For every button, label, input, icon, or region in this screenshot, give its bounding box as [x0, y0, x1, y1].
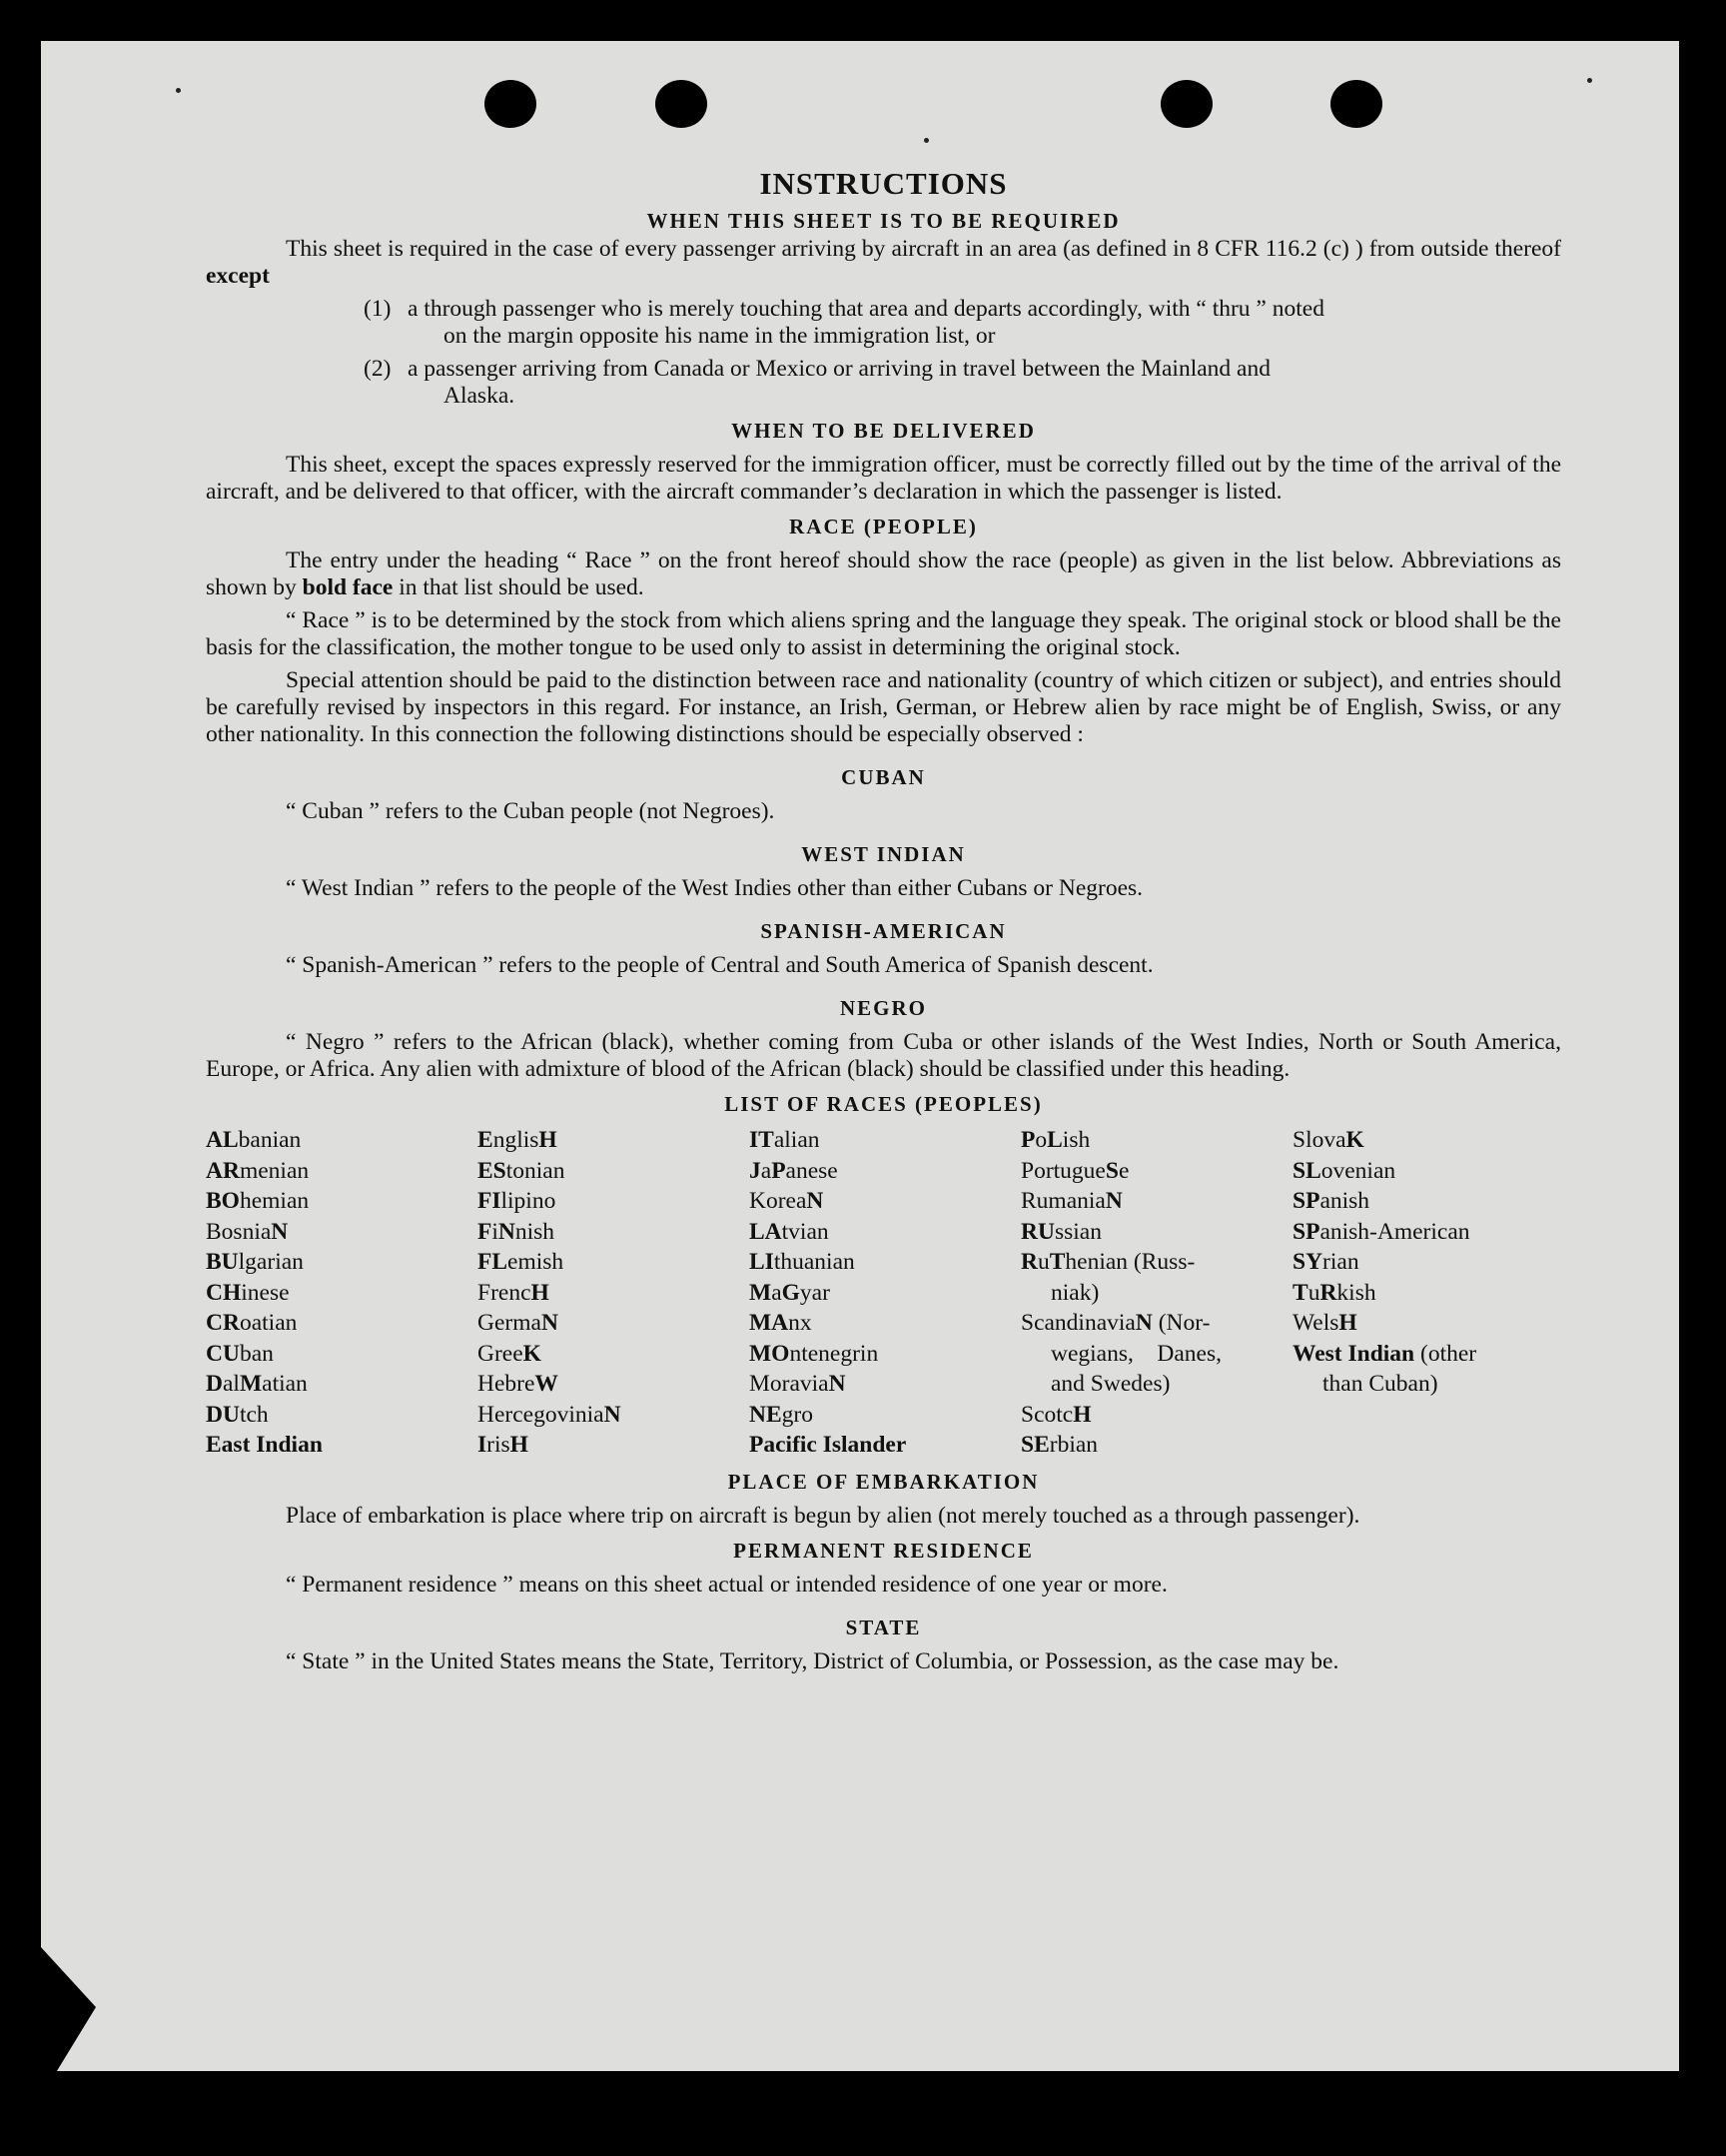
- race-column: [749, 1125, 1021, 1461]
- race-entry: LAtvian: [749, 1218, 829, 1245]
- punch-hole: [1330, 80, 1382, 128]
- race-entry: EStonian: [477, 1157, 565, 1184]
- race-entry: EnglisH: [477, 1127, 557, 1153]
- race-entry: ARmenian: [206, 1157, 310, 1184]
- race-paragraph: “ Race ” is to be determined by the stock from which aliens spring and the language they speak. The original stock or blood shall be the basis for the classification, the mother tongue to be used only to assist in determining the original stock.: [206, 607, 1561, 660]
- exception-item: (1) a through passenger who is merely touching that area and departs accordingly, with “ thru ” noted on the margin opposite his name in the immigration list, or: [364, 296, 1324, 349]
- race-entry: GreeK: [477, 1340, 541, 1367]
- race-entry-continuation: than Cuban): [1322, 1371, 1438, 1397]
- race-entry: BOhemian: [206, 1188, 310, 1214]
- document-page: [41, 41, 1679, 2071]
- race-entry: TuRkish: [1293, 1279, 1376, 1306]
- race-entry: IrisH: [477, 1432, 528, 1458]
- race-entry: MaGyar: [749, 1279, 830, 1306]
- race-entry: CHinese: [206, 1279, 290, 1306]
- race-entry: RuThenian (Russ-: [1021, 1249, 1196, 1275]
- speck: [1587, 78, 1592, 83]
- cuban-text: “ Cuban ” refers to the Cuban people (not Negroes).: [286, 798, 775, 824]
- punch-hole: [484, 80, 536, 128]
- punch-hole: [655, 80, 707, 128]
- race-entry: DalMatian: [206, 1371, 308, 1397]
- race-entry: MoraviaN: [749, 1371, 846, 1397]
- instructions-content: [206, 166, 1561, 1675]
- race-list: [206, 1125, 1561, 1461]
- heading-spanish-american: SPANISH-AMERICAN: [760, 919, 1007, 943]
- race-entry: GermaN: [477, 1310, 558, 1336]
- race-entry: JaPanese: [749, 1157, 838, 1184]
- race-entry: HebreW: [477, 1371, 558, 1397]
- race-entry-continuation: and Swedes): [1051, 1371, 1171, 1397]
- delivered-text: This sheet, except the spaces expressly reserved for the immigration officer, must be correctly filled out by the time of the arrival of the aircraft, and be delivered to that officer, with the aircraft commander’s declaration in which the passenger is listed.: [206, 452, 1561, 505]
- residence-text: “ Permanent residence ” means on this sheet actual or intended residence of one year or more.: [286, 1571, 1168, 1598]
- race-entry: ALbanian: [206, 1127, 302, 1153]
- race-entry: SlovaK: [1293, 1127, 1364, 1153]
- heading-cuban: CUBAN: [841, 765, 926, 789]
- race-entry: MAnx: [749, 1310, 812, 1336]
- race-entry: DUtch: [206, 1401, 269, 1428]
- race-entry: MOntenegrin: [749, 1340, 879, 1367]
- race-entry: HercegoviniaN: [477, 1401, 621, 1428]
- heading-when-required: WHEN THIS SHEET IS TO BE REQUIRED: [646, 209, 1121, 233]
- race-paragraph: Special attention should be paid to the distinction between race and nationality (country of which citizen or subject), and entries should be carefully revised by inspectors in this regard. For instance, an Irish, German, or Hebrew alien by race might be of English, Swiss, or any other nationality. In this connection the following distinctions should be especially observed :: [206, 667, 1561, 747]
- state-text: “ State ” in the United States means the State, Territory, District of Columbia, or Possession, as the case may be.: [286, 1647, 1339, 1674]
- race-entry: FiNnish: [477, 1218, 555, 1245]
- race-entry: ITalian: [749, 1127, 820, 1153]
- speck: [176, 88, 181, 93]
- heading-race: RACE (PEOPLE): [789, 515, 978, 539]
- race-entry: SPanish: [1293, 1188, 1370, 1214]
- west-indian-text: “ West Indian ” refers to the people of the West Indies other than either Cubans or Negroes.: [286, 875, 1144, 901]
- race-entry: RumaniaN: [1021, 1188, 1123, 1214]
- race-entry: RUssian: [1021, 1218, 1102, 1245]
- race-column: [477, 1125, 749, 1461]
- race-column: [1021, 1125, 1293, 1461]
- page-title: INSTRUCTIONS: [759, 166, 1008, 201]
- heading-state: STATE: [845, 1615, 922, 1639]
- race-entry: WelsH: [1293, 1310, 1357, 1336]
- race-entry: CRoatian: [206, 1310, 298, 1336]
- race-column: [206, 1125, 477, 1461]
- race-entry: BosniaN: [206, 1218, 289, 1245]
- race-entry: BUlgarian: [206, 1249, 304, 1275]
- heading-embarkation: PLACE OF EMBARKATION: [727, 1469, 1040, 1494]
- race-entry: NEgro: [749, 1401, 813, 1428]
- race-entry: PoLish: [1021, 1127, 1091, 1153]
- race-entry: ScandinaviaN (Nor-: [1021, 1310, 1211, 1336]
- heading-list-of-races: LIST OF RACES (PEOPLES): [724, 1092, 1043, 1116]
- heading-negro: NEGRO: [839, 996, 927, 1020]
- race-entry: FLemish: [477, 1249, 564, 1275]
- race-entry: ScotcH: [1021, 1401, 1092, 1428]
- race-entry-continuation: wegians, Danes,: [1051, 1340, 1222, 1367]
- exception-item: (2) a passenger arriving from Canada or Mexico or arriving in travel between the Mainland and Alaska.: [364, 356, 1271, 409]
- race-entry: SYrian: [1293, 1249, 1359, 1275]
- race-entry: SPanish-American: [1293, 1218, 1470, 1245]
- punch-hole: [1161, 80, 1213, 128]
- race-entry: Pacific Islander: [749, 1432, 907, 1458]
- race-entry: FIlipino: [477, 1188, 556, 1214]
- race-entry: West Indian (other: [1293, 1340, 1477, 1367]
- race-entry: SErbian: [1021, 1432, 1099, 1458]
- heading-west-indian: WEST INDIAN: [801, 842, 966, 866]
- race-entry: SLovenian: [1293, 1157, 1396, 1184]
- negro-text: “ Negro ” refers to the African (black), whether coming from Cuba or other islands of the West Indies, North or South America, Europe, or Africa. Any alien with admixture of blood of the African (black) should be classified under this heading.: [206, 1029, 1561, 1082]
- race-entry: LIthuanian: [749, 1249, 855, 1275]
- page-notch: [41, 1947, 96, 2071]
- race-paragraph: The entry under the heading “ Race ” on the front hereof should show the race (people) as given in the list below. Abbreviations as shown by bold face in that list should be used.: [206, 547, 1561, 600]
- heading-permanent-residence: PERMANENT RESIDENCE: [733, 1538, 1034, 1563]
- race-entry: PortugueSe: [1021, 1157, 1130, 1184]
- heading-when-delivered: WHEN TO BE DELIVERED: [731, 419, 1036, 443]
- race-entry: FrencH: [477, 1279, 549, 1306]
- required-intro: This sheet is required in the case of every passenger arriving by aircraft in an area (as defined in 8 CFR 116.2 (c) ) from outside thereof except: [206, 236, 1561, 289]
- race-entry-continuation: niak): [1051, 1279, 1100, 1306]
- race-column: [1293, 1125, 1564, 1461]
- spanish-american-text: “ Spanish-American ” refers to the people of Central and South America of Spanish descent.: [286, 952, 1154, 978]
- speck: [924, 138, 929, 143]
- embarkation-text: Place of embarkation is place where trip on aircraft is begun by alien (not merely touched as a through passenger).: [286, 1502, 1360, 1529]
- race-entry: CUban: [206, 1340, 274, 1367]
- race-entry: KoreaN: [749, 1188, 824, 1214]
- race-entry: East Indian: [206, 1432, 323, 1458]
